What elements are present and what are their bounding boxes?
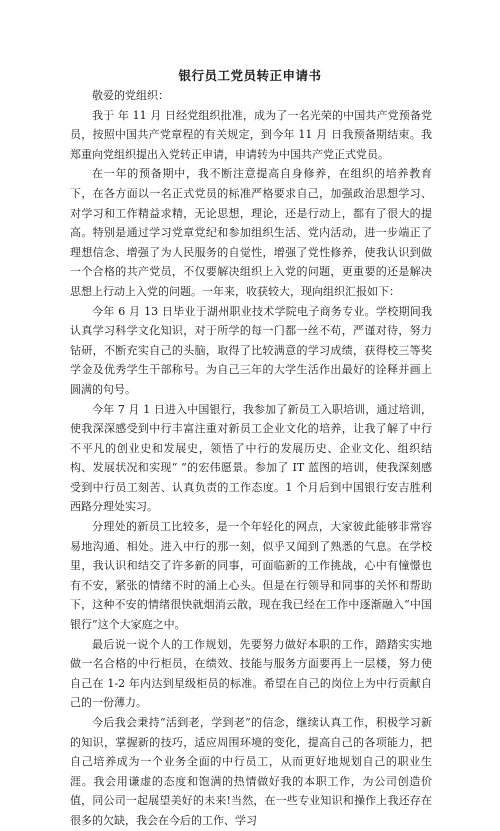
document-body [70, 86, 432, 831]
document-title: 银行员工党员转正申请书 [178, 68, 322, 83]
salutation: 敬爱的党组织： [92, 89, 169, 102]
paragraph-bank-training: 今年 7 月 1 日进入中国银行，我参加了新员工入职培训，通过培训，使我深深感受到中行丰富注重对新员工企业文化的培养，让我了解了中行不平凡的创业史和发展史，领悟了中行的发展历史、企业文化、组织结构、发展状况和实现“ ”的宏伟愿景。参加了 IT 蓝图的培训，使我深刻感受到中行员工刻苦、认真负责的工作态度。1 个月后到中国银行安吉胜利西路分理处实习。 [70, 402, 432, 514]
paragraph-probation-summary: 在一年的预备期中，我不断注意提高自身修养，在组织的培养教育下，在各方面以一名正式党员的标准严格要求自己，加强政治思想学习、对学习和工作精益求精，无论思想，理论，还是行动上，都有了很大的提高。特别是通过学习党章党纪和参加组织生活、党内活动，进一步端正了理想信念、增强了为人民服务的自觉性，增强了党性修养，使我认识到做一个合格的共产党员，不仅要解决组织上入党的问题，更重要的还是解决思想上行动上入党的问题。一年来，收获较大，现向组织汇报如下： [70, 167, 432, 298]
paragraph-future-commitment: 今后我会秉持“活到老，学到老”的信念，继续认真工作，积极学习新的知识，掌握新的技巧，适应周围环境的变化，提高自己的各项能力，把自己培养成为一个业务全面的中行员工，从而更好地规划自己的职业生涯。我会用谦虚的态度和饱满的热情做好我的本职工作，为公司创造价值，同公司一起展望美好的未来!当然，在一些专业知识和操作上我还存在很多的欠缺，我会在今后的工作、学习 [70, 716, 432, 827]
paragraph-branch-work: 分理处的新员工比较多，是一个年轻化的网点，大家彼此能够非常容易地沟通、相处。进入中行的那一刻，似乎又闻到了熟悉的气息。在学校里，我认识和结交了许多新的同事，可面临新的工作挑战，心中有憧憬也有不安，紧张的情绪不时的涌上心头。但是在行领导和同事的关怀和帮助下，这种不安的情绪很快就烟消云散，现在我已经在工作中逐渐融入“中国银行”这个大家庭之中。 [70, 520, 432, 632]
paragraph-education: 今年 6 月 13 日毕业于湖州职业技术学院电子商务专业。学校期间我认真学习科学文化知识，对于所学的每一门都一丝不苟，严谨对待，努力钻研，不断充实自己的头脑，取得了比较满意的学习成绩，获得校三等奖学金及优秀学生干部称号。为自己三年的大学生活作出最好的诠释并画上圆满的句号。 [70, 304, 432, 396]
paragraph-application: 我于 年 11 月 日经党组织批准，成为了一名光荣的中国共产党预备党员，按照中国共产党章程的有关规定，到今年 11 月 日我预备期结束。我郑重向党组织提出入党转正申请，申请转为中国共产党正式党员。 [70, 108, 432, 161]
paragraph-work-plan: 最后说一说个人的工作规划，先要努力做好本职的工作，踏踏实实地做一名合格的中行柜员，在绩效、技能与服务方面要再上一层楼，努力使自己在 1-2 年内达到星级柜员的标准。希望在自己的岗位上为中行贡献自己的一份薄力。 [70, 637, 432, 710]
